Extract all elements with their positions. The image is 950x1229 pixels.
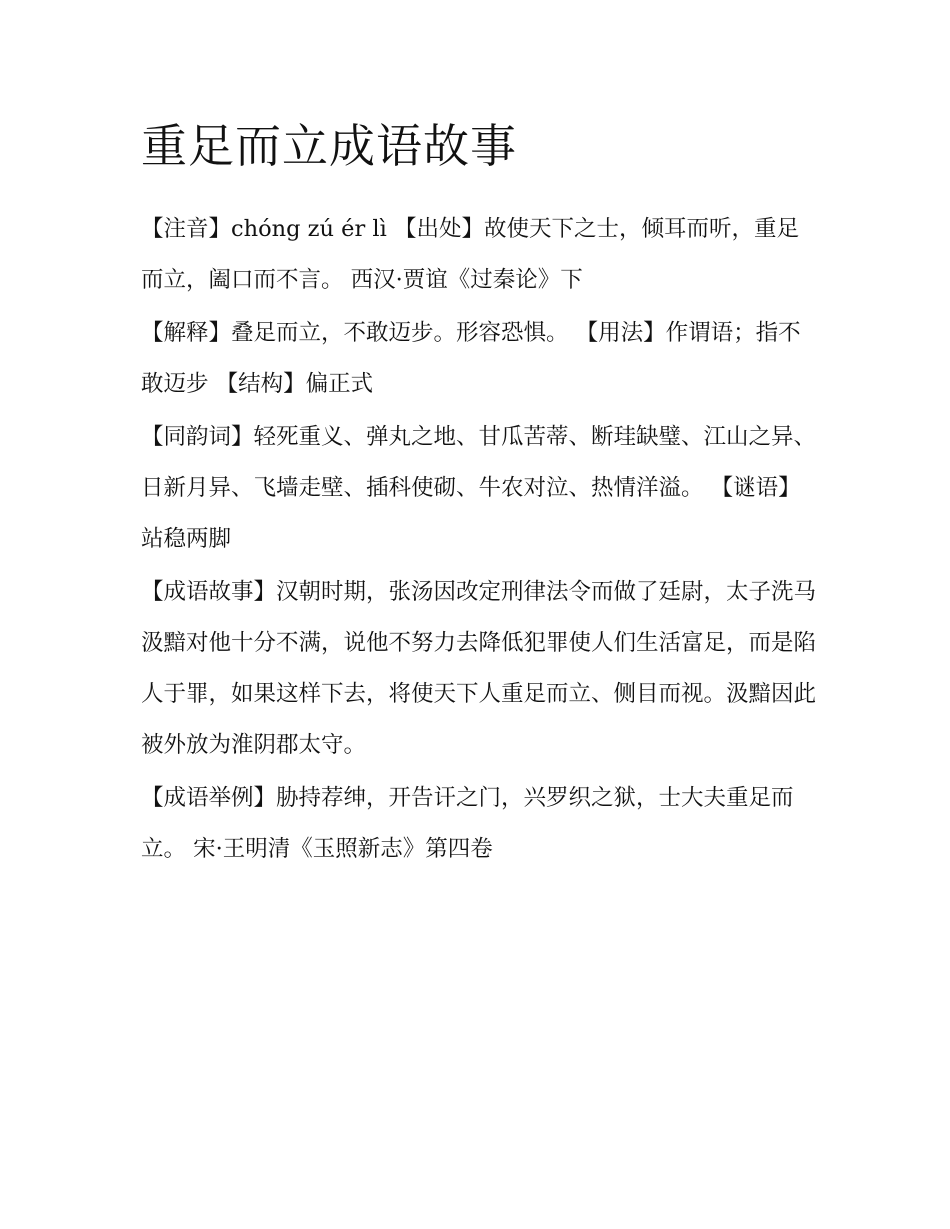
pronunciation-source-paragraph: 【注音】chóng zú ér lì 【出处】故使天下之士，倾耳而听，重足而立，阖口而不言。 西汉·贾谊《过秦论》下 — [141, 216, 799, 293]
idiom-example-paragraph: 【成语举例】胁持荐绅，开告讦之门，兴罗织之狱，士大夫重足而立。 宋·王明清《玉照新志》第四卷 — [141, 785, 794, 862]
idiom-story-paragraph: 【成语故事】汉朝时期，张汤因改定刑律法令而做了廷尉，太子洗马汲黯对他十分不满，说他不努力去降低犯罪使人们生活富足，而是陷人于罪，如果这样下去，将使天下人重足而立、侧目而视。汲黯因此被外放为淮阴郡太守。 — [141, 579, 817, 758]
page-title: 重足而立成语故事 — [141, 119, 517, 173]
rhyme-riddle-paragraph: 【同韵词】轻死重义、弹丸之地、甘瓜苦蒂、断珪缺璧、江山之异、日新月异、飞墙走壁、插科使砌、牛农对泣、热情洋溢。 【谜语】站稳两脚 — [141, 424, 817, 552]
document-page — [141, 110, 821, 877]
explanation-usage-paragraph: 【解释】叠足而立，不敢迈步。形容恐惧。 【用法】作谓语；指不敢迈步 【结构】偏正式 — [141, 320, 801, 397]
